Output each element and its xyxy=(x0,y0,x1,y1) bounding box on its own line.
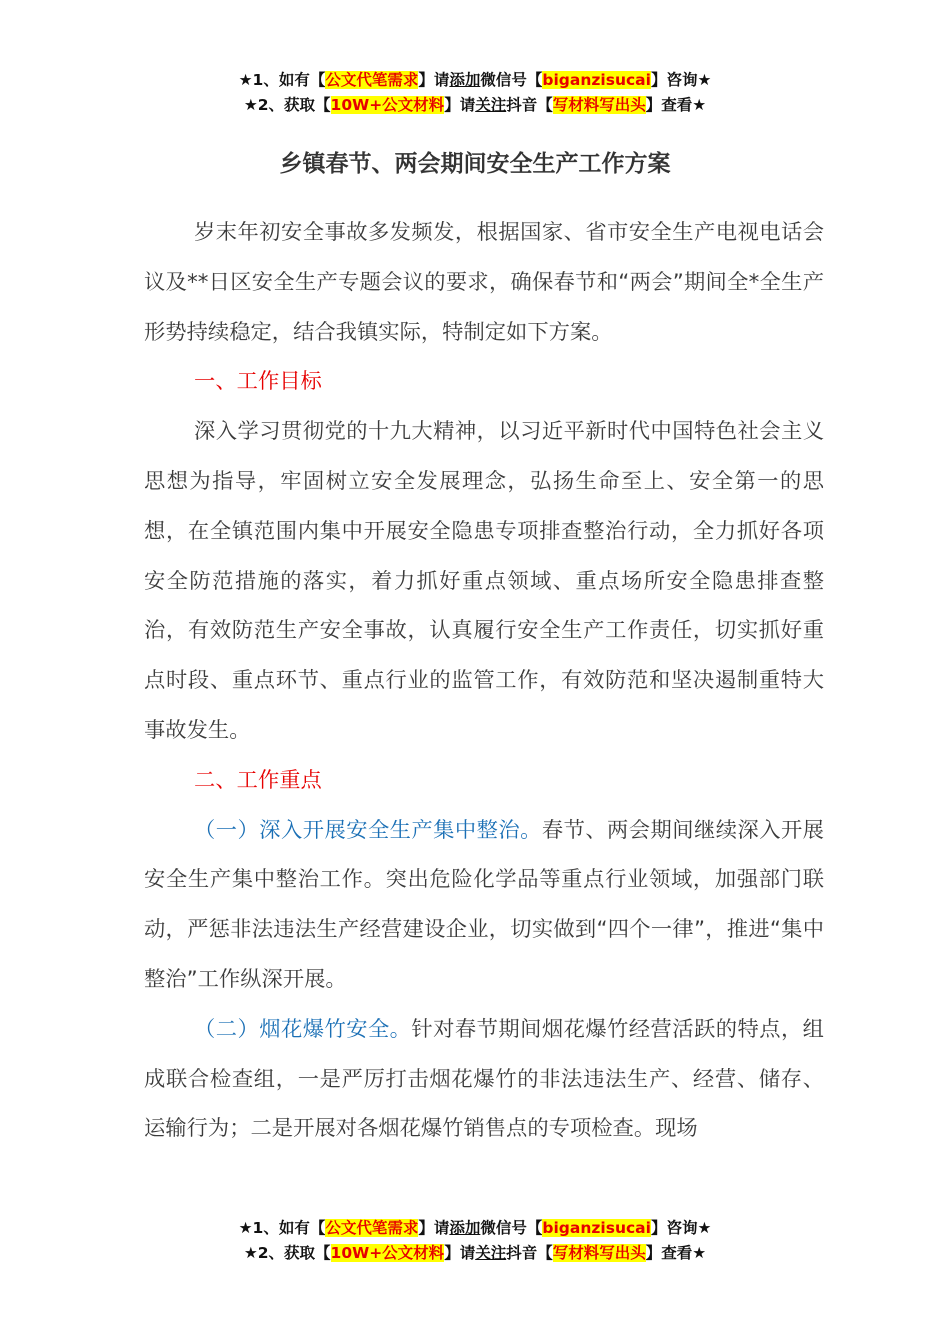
intro-paragraph: 岁末年初安全事故多发频发，根据国家、省市安全生产电视电话会议及**日区安全生产专题会议的要求，确保春节和“两会”期间全*全生产形势持续稳定，结合我镇实际，特制定如下方案。 xyxy=(144,220,824,345)
promo-highlight: 写材料写出头 xyxy=(552,96,646,114)
promo-text: 抖音【 xyxy=(506,1244,553,1262)
promo-text: ★1、如有【 xyxy=(238,1219,326,1237)
document-title: 乡镇春节、两会期间安全生产工作方案 xyxy=(279,151,671,177)
goals-paragraph: 深入学习贯彻党的十九大精神，以习近平新时代中国特色社会主义思想为指导，牢固树立安全发展理念，弘扬生命至上、安全第一的思想，在全镇范围内集中开展安全隐患专项排查整治行动，全力抓好各项安全防范措施的落实，着力抓好重点领域、重点场所安全隐患排查整治，有效防范生产安全事故，认真履行安全生产工作责任，切实抓好重点时段、重点环节、重点行业的监管工作，有效防范和坚决遏制重特大事故发生。 xyxy=(144,419,824,743)
promo-text: ★1、如有【 xyxy=(238,71,326,89)
promo-highlight: biganzisucai xyxy=(542,1219,651,1237)
promo-text: 微信号【 xyxy=(480,71,543,89)
promo-highlight: 10W+公文材料 xyxy=(330,1244,445,1262)
focus-item-2-label: （二）烟花爆竹安全。 xyxy=(194,1016,412,1042)
promo-text: 】咨询★ xyxy=(650,1219,712,1237)
promo-text: 微信号【 xyxy=(480,1219,543,1237)
promo-line-1 xyxy=(0,1216,950,1241)
header-promo-banner xyxy=(0,68,950,118)
promo-text: 】查看★ xyxy=(645,96,707,114)
promo-underlined: 添加 xyxy=(449,1219,481,1237)
promo-text: 】查看★ xyxy=(645,1244,707,1262)
promo-highlight: 10W+公文材料 xyxy=(330,96,445,114)
section-heading-goals: 一、工作目标 xyxy=(194,369,322,395)
promo-underlined: 关注 xyxy=(475,96,507,114)
document-body xyxy=(144,208,824,1154)
promo-text: 抖音【 xyxy=(506,96,553,114)
promo-line-2 xyxy=(0,93,950,118)
promo-highlight: 公文代笔需求 xyxy=(325,1219,419,1237)
focus-item-2 xyxy=(144,1005,824,1154)
section-heading-focus: 二、工作重点 xyxy=(194,767,322,793)
promo-highlight: 写材料写出头 xyxy=(552,1244,646,1262)
focus-item-1-body: 春节、两会期间继续深入开展安全生产集中整治工作。突出危险化学品等重点行业领域，加强部门联动，严惩非法违法生产经营建设企业，切实做到“四个一律”，推进“集中整治”工作纵深开展。 xyxy=(144,817,824,992)
promo-text: 】请 xyxy=(444,96,476,114)
promo-text: 】请 xyxy=(444,1244,476,1262)
promo-line-2 xyxy=(0,1241,950,1266)
promo-text: ★2、获取【 xyxy=(243,96,331,114)
focus-item-1 xyxy=(144,806,824,1005)
footer-promo-banner xyxy=(0,1216,950,1266)
promo-line-1 xyxy=(0,68,950,93)
promo-text: 】请 xyxy=(418,71,450,89)
focus-item-2-body: 针对春节期间烟花爆竹经营活跃的特点，组成联合检查组，一是严厉打击烟花爆竹的非法违法生产、经营、储存、运输行为；二是开展对各烟花爆竹销售点的专项检查。现场 xyxy=(144,1016,824,1142)
promo-text: 】咨询★ xyxy=(650,71,712,89)
promo-underlined: 添加 xyxy=(449,71,481,89)
promo-underlined: 关注 xyxy=(475,1244,507,1262)
promo-text: 】请 xyxy=(418,1219,450,1237)
promo-highlight: biganzisucai xyxy=(542,71,651,89)
promo-highlight: 公文代笔需求 xyxy=(325,71,419,89)
promo-text: ★2、获取【 xyxy=(243,1244,331,1262)
focus-item-1-label: （一）深入开展安全生产集中整治。 xyxy=(194,817,542,843)
